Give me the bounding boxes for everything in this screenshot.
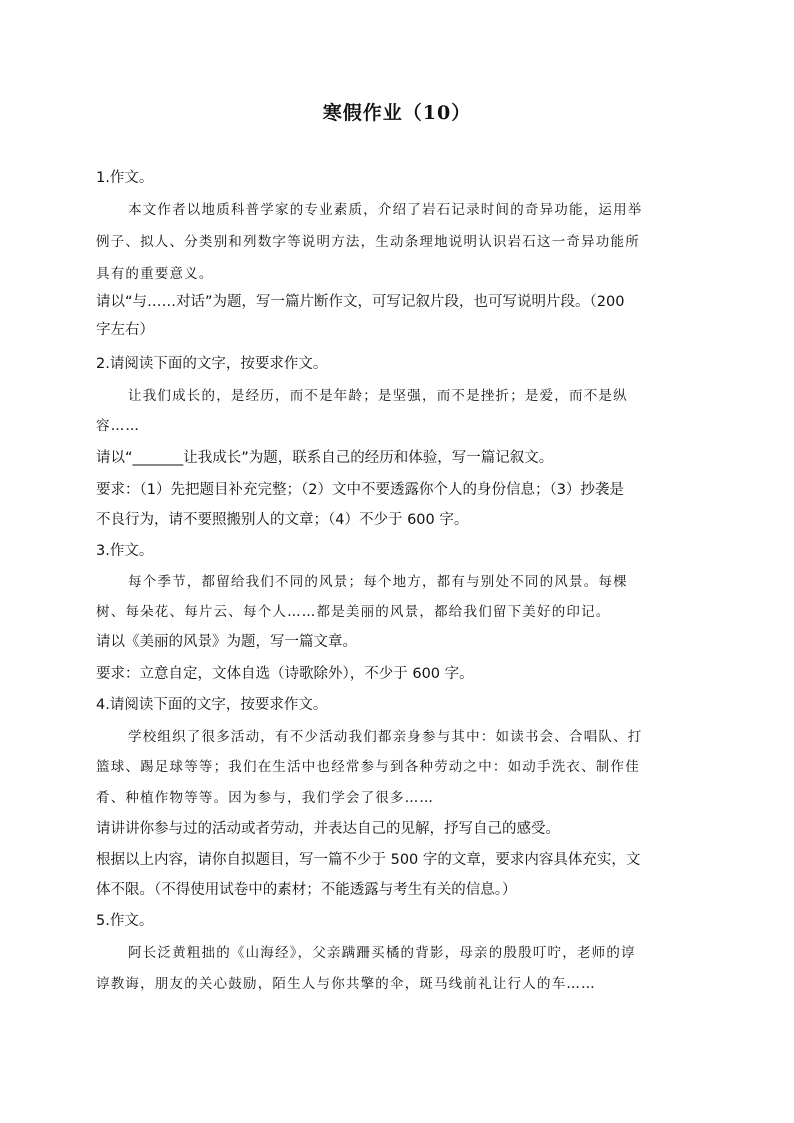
q1-prompt-line: 字左右）: [96, 322, 154, 338]
q5-heading: 5.作文。: [96, 913, 154, 929]
q3-heading: 3.作文。: [96, 543, 154, 559]
q5-material-line: 阿长泛黄粗拙的《山海经》，父亲蹒跚买橘的背影，母亲的殷殷叮咛，老师的谆: [128, 945, 636, 961]
q3-material-line: 每个季节，都留给我们不同的风景；每个地方，都有与别处不同的风景。每棵: [128, 574, 628, 590]
q2-prompt: 请以“_______让我成长”为题，联系自己的经历和体验，写一篇记叙文。: [96, 450, 554, 466]
q4-prompt-line: 根据以上内容，请你自拟题目，写一篇不少于 500 字的文章，要求内容具体充实，文: [96, 852, 641, 868]
q3-requirements: 要求：立意自定，文体自选（诗歌除外），不少于 600 字。: [96, 666, 474, 682]
q1-material-line: 本文作者以地质科普学家的专业素质，介绍了岩石记录时间的奇异功能，运用举: [128, 202, 643, 218]
q1-heading: 1.作文。: [96, 170, 154, 186]
q1-material-line: 例子、拟人、分类别和列数字等说明方法，生动条理地说明认识岩石这一奇异功能所: [96, 234, 640, 250]
q2-material-line: 容……: [96, 418, 141, 434]
page-title: 寒假作业（10）: [322, 102, 472, 124]
q1-material-line: 具有的重要意义。: [96, 266, 214, 282]
q4-material-line: 肴、种植作物等等。因为参与，我们学会了很多……: [96, 790, 435, 806]
q4-heading: 4.请阅读下面的文字，按要求作文。: [96, 697, 328, 713]
q2-material-line: 让我们成长的，是经历，而不是年龄；是坚强，而不是挫折；是爱，而不是纵: [128, 388, 628, 404]
q5-material-line: 谆教诲，朋友的关心鼓励，陌生人与你共擎的伞，斑马线前礼让行人的车……: [96, 976, 596, 992]
q4-prompt-line: 体不限。（不得使用试卷中的素材；不能透露与考生有关的信息。）: [96, 882, 517, 898]
q3-material-line: 树、每朵花、每片云、每个人……都是美丽的风景，都给我们留下美好的印记。: [96, 604, 611, 620]
q2-heading: 2.请阅读下面的文字，按要求作文。: [96, 356, 328, 372]
q4-material-line: 篮球、踢足球等等；我们在生活中也经常参与到各种劳动之中：如动手洗衣、制作佳: [96, 759, 640, 775]
q4-material-line: 学校组织了很多活动，有不少活动我们都亲身参与其中：如读书会、合唱队、打: [128, 729, 643, 745]
q2-requirement-line: 不良行为，请不要照搬别人的文章；（4）不少于 600 字。: [96, 512, 469, 528]
q2-requirement-line: 要求：（1）先把题目补充完整；（2）文中不要透露你个人的身份信息；（3）抄袭是: [96, 482, 624, 498]
q4-prompt-line: 请讲讲你参与过的活动或者劳动，并表达自己的见解，抒写自己的感受。: [96, 821, 560, 837]
q3-prompt: 请以《美丽的风景》为题，写一篇文章。: [96, 634, 357, 650]
q1-prompt-line: 请以“与……对话”为题，写一篇片断作文，可写记叙片段，也可写说明片段。（200: [96, 294, 625, 310]
